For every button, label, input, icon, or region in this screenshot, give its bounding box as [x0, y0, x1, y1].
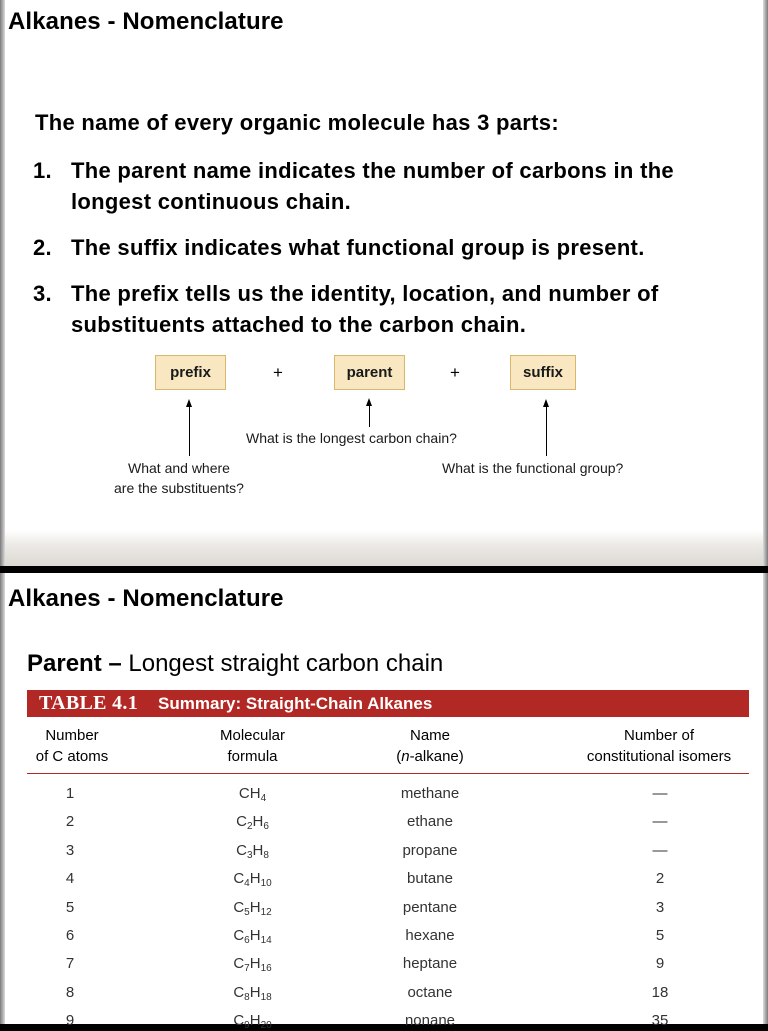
isomer-count-cell [630, 1012, 690, 1029]
column-header [375, 725, 485, 767]
formula-carbon: C [233, 955, 245, 972]
formula-cell [210, 870, 295, 887]
alkane-name-cell [375, 870, 485, 887]
formula-hydrogen-subscript: 6 [263, 821, 269, 832]
alkane-name: heptane [402, 955, 458, 972]
formula-hydrogen: H [249, 785, 261, 802]
isomer-count: — [652, 785, 668, 802]
carbon-count-cell [50, 899, 90, 916]
formula-hydrogen: H [252, 813, 264, 830]
slide-right-edge [763, 573, 768, 1024]
isomer-count-cell [630, 842, 690, 859]
formula-carbon: C [233, 1012, 245, 1029]
column-header-line: constitutional isomers [586, 748, 732, 765]
suffix-box: suffix [510, 355, 576, 390]
point-item [33, 278, 753, 340]
alkane-name: hexane [405, 927, 455, 944]
formula-carbon-subscript: 4 [244, 878, 250, 889]
carbon-count-cell [50, 842, 90, 859]
formula-cell [210, 927, 295, 944]
alkane-name-cell [375, 955, 485, 972]
column-header [568, 725, 750, 767]
carbon-count-cell [50, 813, 90, 830]
carbon-count: 4 [65, 870, 75, 887]
plus-sign: + [273, 363, 283, 382]
alkane-name-cell [375, 785, 485, 802]
table-number: TABLE 4.1 [39, 692, 139, 714]
alkane-name-cell [375, 984, 485, 1001]
table-caption-bar [27, 690, 749, 717]
formula-carbon-subscript: 8 [244, 992, 250, 1003]
formula-hydrogen-subscript: 18 [260, 992, 272, 1003]
formula-hydrogen-subscript: 14 [260, 935, 272, 946]
alkane-name-cell [375, 1012, 485, 1029]
carbon-count-cell [50, 785, 90, 802]
point-item [33, 155, 753, 217]
point-item [33, 232, 753, 263]
suffix-arrow-line [546, 406, 547, 456]
formula-carbon-subscript: 6 [244, 935, 250, 946]
carbon-count-cell [50, 870, 90, 887]
alkane-name: nonane [404, 1012, 456, 1029]
alkane-name: pentane [402, 899, 458, 916]
carbon-count: 9 [65, 1012, 75, 1029]
alkane-name-cell [375, 899, 485, 916]
isomer-count: 18 [651, 984, 669, 1001]
parent-arrow-line [369, 405, 370, 427]
formula-cell [210, 1012, 295, 1029]
formula-carbon-subscript: 7 [244, 963, 250, 974]
slide-left-edge [0, 573, 5, 1024]
column-header [27, 725, 117, 767]
slide-right-edge [763, 0, 768, 566]
isomer-count: 5 [655, 927, 665, 944]
alkane-name-cell [375, 813, 485, 830]
formula-cell [210, 984, 295, 1001]
formula-hydrogen: H [252, 842, 264, 859]
isomer-count-cell [630, 813, 690, 830]
isomer-count: 2 [655, 870, 665, 887]
parent-label: Parent – [27, 650, 122, 677]
carbon-count-cell [50, 955, 90, 972]
column-header-line: Molecular [219, 727, 286, 744]
formula-hydrogen: H [249, 984, 261, 1001]
column-header-nalkane: (n-alkane) [396, 748, 464, 765]
formula-hydrogen: H [249, 1012, 261, 1029]
alkane-name: octane [407, 984, 453, 1001]
isomer-count: 3 [655, 899, 665, 916]
formula-cell [210, 813, 295, 830]
parent-text: Longest straight carbon chain [121, 650, 444, 677]
slide-title: Alkanes - Nomenclature [8, 585, 284, 612]
isomer-count: 9 [655, 955, 665, 972]
formula-hydrogen-subscript: 12 [260, 907, 272, 918]
formula-carbon: C [233, 927, 245, 944]
point-list [33, 155, 753, 355]
carbon-count: 6 [65, 927, 75, 944]
isomer-count: 35 [651, 1012, 669, 1029]
formula-carbon: C [233, 870, 245, 887]
point-number: 3. [33, 281, 52, 306]
carbon-count-cell [50, 984, 90, 1001]
plus-sign: + [450, 363, 460, 382]
alkane-name: ethane [407, 813, 453, 830]
carbon-count: 5 [65, 899, 75, 916]
formula-hydrogen-subscript: 20 [260, 1020, 272, 1031]
formula-cell [210, 842, 295, 859]
alkane-name: methane [400, 785, 460, 802]
carbon-count-cell [50, 927, 90, 944]
isomer-count: — [652, 842, 668, 859]
prefix-question-line1: What and where [128, 460, 230, 476]
formula-cell [210, 785, 295, 802]
intro-text: The name of every organic molecule has 3 parts: [35, 110, 559, 135]
prefix-question-line2: are the substituents? [114, 480, 244, 496]
carbon-count: 8 [65, 984, 75, 1001]
formula-carbon: C [236, 842, 247, 859]
formula-hydrogen: H [249, 927, 261, 944]
parent-definition [27, 650, 443, 678]
carbon-count-cell [50, 1012, 90, 1029]
slide-left-edge [0, 0, 5, 566]
prefix-arrow-line [189, 406, 190, 456]
parent-question: What is the longest carbon chain? [246, 430, 457, 446]
column-header-line: Number [45, 727, 99, 744]
point-text: The parent name indicates the number of carbons in the longest continuous chain. [71, 158, 674, 214]
isomer-count-cell [630, 870, 690, 887]
alkane-name-cell [375, 927, 485, 944]
carbon-count: 7 [65, 955, 75, 972]
column-header-line: formula [227, 748, 278, 765]
isomer-count: — [652, 813, 668, 830]
formula-carbon: C [238, 785, 250, 802]
point-number: 1. [33, 158, 52, 183]
alkane-name: butane [407, 870, 453, 887]
formula-hydrogen: H [249, 870, 261, 887]
formula-carbon-subscript: 9 [244, 1020, 250, 1031]
point-text: The prefix tells us the identity, location, and number of substituents attached to the carbon chain. [71, 281, 659, 337]
column-header-line: of C atoms [35, 748, 109, 765]
formula-cell [210, 955, 295, 972]
prefix-box: prefix [155, 355, 226, 390]
column-header-line: Number of [623, 727, 695, 744]
slide-title: Alkanes - Nomenclature [8, 8, 284, 35]
column-header-line: Name [409, 727, 450, 744]
formula-hydrogen-subscript: 8 [263, 850, 269, 861]
formula-carbon: C [233, 984, 245, 1001]
formula-carbon-subscript: 5 [244, 907, 250, 918]
formula-carbon-subscript: 2 [246, 821, 253, 832]
isomer-count-cell [630, 955, 690, 972]
column-header [200, 725, 305, 767]
parent-box: parent [334, 355, 405, 390]
point-text: The suffix indicates what functional group is present. [71, 235, 645, 260]
table-caption: Summary: Straight-Chain Alkanes [158, 693, 433, 713]
suffix-question: What is the functional group? [442, 460, 624, 476]
formula-carbon: C [236, 813, 247, 830]
formula-hydrogen: H [249, 955, 261, 972]
isomer-count-cell [630, 984, 690, 1001]
alkane-name: propane [402, 842, 458, 859]
formula-carbon: C [233, 899, 245, 916]
isomer-count-cell [630, 927, 690, 944]
formula-hydrogen: H [249, 899, 261, 916]
alkane-name-cell [375, 842, 485, 859]
carbon-count: 1 [65, 785, 75, 802]
isomer-count-cell [630, 899, 690, 916]
formula-hydrogen-subscript: 10 [260, 878, 272, 889]
isomer-count-cell [630, 785, 690, 802]
carbon-count: 3 [65, 842, 75, 859]
formula-carbon-subscript: 3 [246, 850, 253, 861]
formula-cell [210, 899, 295, 916]
formula-hydrogen-subscript: 16 [260, 963, 272, 974]
point-number: 2. [33, 235, 52, 260]
table-header-rule [27, 773, 749, 774]
carbon-count: 2 [65, 813, 75, 830]
formula-hydrogen-subscript: 4 [260, 793, 267, 804]
